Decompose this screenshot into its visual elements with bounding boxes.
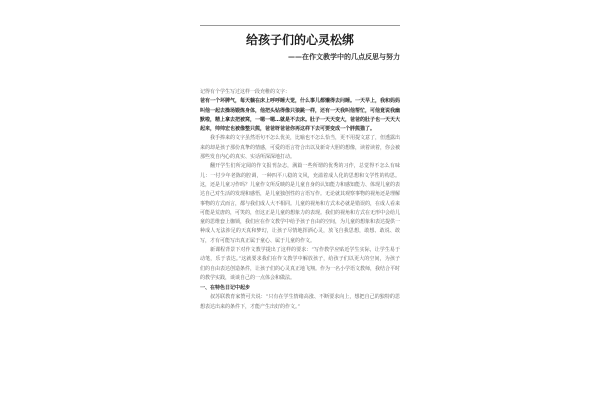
paragraph-intro: 记得有个学生写过这样一段充稚的文字： <box>200 89 291 95</box>
document-subtitle: ——在作文教学中的几点反思与努力 <box>288 53 400 61</box>
section-heading: 一、在特色日记中起步 <box>200 285 251 292</box>
paragraph-section-body: 叔苏联教育家赞可夫说：“只有在学生情绪高涨、不断要求向上，想把自己的独特的思想表达出来的条件下，才能产生出好的作文。” <box>200 294 400 310</box>
paragraph-student-quote: 爸有一个坏脾气，每天躺在床上呼呼睡大觉，什么事儿都懒得去问睡。一天早上，我和妈妈叫他一起去操场锻炼身体，他把头钻得像只狼跳一样，还有一天我叫他帮忙，可他竟说我幽默啦，精上拿去把被窝，一嗯一嗯…就是不去床。肚子一天天变大，爸爸的肚子也一天天大起来，帅帅宏也被像整只熊，爸爸呀爸爸你再这样下去可要变成一个胖熊猫了。 <box>200 98 401 133</box>
paragraph-curriculum: 新课程背景下对作文教学提出了这样的要求：“写作教学应贴近学生实际，让学生易于动笔，乐于表达。”这就要求我们在作文教学中解放孩子，给孩子们以更大的空间，为孩子们的自由表达创造条件，让孩子们的心灵真正地飞翔。作为一名小学语文教师，我结合平时的教学实践，谈谈自己的一点体会和做法。 <box>200 247 401 281</box>
paragraph-reflection: 我手捧来的文字虽然语句不怎么优美，比喻也不怎么恰当，更不用提文意了，但透露出来的却是孩子那份真挚的情感，可爱的语言符合出以及新奇大胆的想像，读着读着，你会被那些发自内心的真实、实话所深深地打动。 <box>200 135 401 161</box>
document-title: 给孩子们的心灵松绑 <box>245 33 354 47</box>
document-body <box>200 88 400 312</box>
paragraph-critique: 翻开学生们所定阅的作文报刊杂志，满篇一些所谓的优秀的习作，总觉得不怎么有味儿：一付少年老陈的腔调，一种四平八稳的文风，充溢着成人化的思想和文学性的构思。这，还是儿童习作吗？儿童作文所反映的是儿童自身的认知能力和感知能力、体现儿童的表达自己对生活的发现和感悟，是儿童独创性的言语写作。无论就其观察事物的视角还是理解事物的方式而言，都与我们成人大不相同。儿童的视角和方式未必就是错误的，在成人看来可能是荒唐的，可笑的，但这正是儿童的想象力的表现。我们的视角和方式在无形中会给儿童的思维套上枷锁，我们应在作文教学中给予孩子自由的空间，为儿童的想象和表达提供一种成人无法涉足的天真和梦幻，让孩子尽情地挥洒心灵，放飞自我思想，敢想、敢说、敢写，才有可能写出真正属于童心、属于儿童的作文。 <box>200 163 401 244</box>
header-rule <box>200 25 400 26</box>
